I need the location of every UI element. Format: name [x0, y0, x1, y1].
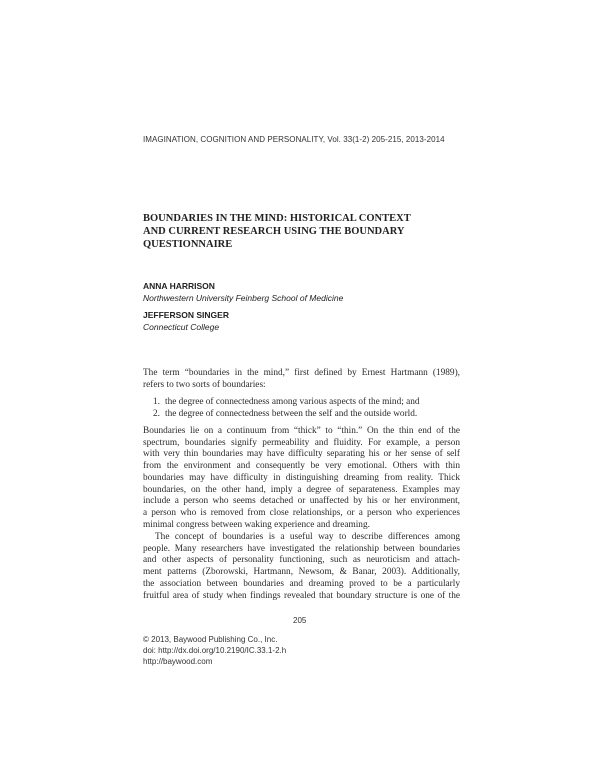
- text-line: refers to two sorts of boundaries:: [143, 379, 266, 390]
- text-line: The concept of boundaries is a useful way to describe differences among: [155, 532, 460, 542]
- paragraph-1: [143, 426, 460, 531]
- text-line: people. Many researchers have investigated the relationship between boundaries: [143, 543, 460, 554]
- text-line: from the environment and consequently be very emotional. Others with thin: [143, 461, 460, 472]
- list-number: 2.: [153, 408, 160, 419]
- intro-paragraph: [143, 368, 460, 391]
- title-line: BOUNDARIES IN THE MIND: HISTORICAL CONTEXT: [143, 213, 411, 224]
- list-text: the degree of connectedness among various aspects of the mind; and: [165, 397, 420, 407]
- publisher-footer: [143, 634, 286, 667]
- list-number: 1.: [153, 397, 160, 407]
- text-line: include a person who seems detached or unaffected by his or her environment,: [143, 496, 460, 507]
- text-line: boundaries may have difficulty in distinguishing dreaming from reality. Thick: [143, 472, 460, 483]
- page-number: 205: [293, 616, 307, 625]
- text-line: a person who is removed from close relationships, or a person who experiences: [143, 507, 460, 518]
- author-affiliation: Connecticut College: [143, 322, 220, 332]
- text-line: fruitful area of study when findings revealed that boundary structure is one of the: [143, 590, 460, 601]
- list-text: the degree of connectedness between the self and the outside world.: [165, 408, 418, 419]
- copyright-line: © 2013, Baywood Publishing Co., Inc.: [143, 635, 278, 644]
- article-title: [143, 212, 463, 251]
- text-line: spectrum, boundaries signify permeability and fluidity. For example, a person: [143, 437, 460, 448]
- text-line: the association between boundaries and dreaming proved to be a particularly: [143, 578, 460, 589]
- text-line: and other aspects of personality functioning, such as neuroticism and attach-: [143, 555, 460, 566]
- title-line: QUESTIONNAIRE: [143, 239, 233, 250]
- text-line: The term “boundaries in the mind,” first defined by Ernest Hartmann (1989),: [143, 368, 460, 378]
- text-line: boundaries, on the other hand, imply a degree of separateness. Examples may: [143, 484, 460, 495]
- author-name: ANNA HARRISON: [143, 281, 215, 291]
- title-line: AND CURRENT RESEARCH USING THE BOUNDARY: [143, 226, 405, 237]
- author-name: JEFFERSON SINGER: [143, 310, 229, 320]
- list-item: [143, 409, 460, 421]
- text-line: Boundaries lie on a continuum from “thick” to “thin.” On the thin end of the: [143, 426, 460, 436]
- numbered-list: [143, 397, 460, 420]
- publisher-url: http://baywood.com: [143, 657, 213, 666]
- text-line: ment patterns (Zborowski, Hartmann, Newsom, & Banar, 2003). Additionally,: [143, 567, 460, 578]
- journal-header: IMAGINATION, COGNITION AND PERSONALITY, Vol. 33(1-2) 205-215, 2013-2014: [143, 135, 445, 144]
- text-line: with very thin boundaries may have difficulty separating his or her sense of self: [143, 449, 460, 460]
- list-item: [143, 397, 460, 409]
- paragraph-2: [143, 532, 460, 602]
- author-affiliation: Northwestern University Feinberg School of Medicine: [143, 293, 344, 303]
- text-line: minimal congress between waking experience and dreaming.: [143, 519, 370, 530]
- doi-line: doi: http://dx.doi.org/10.2190/IC.33.1-2.h: [143, 646, 287, 655]
